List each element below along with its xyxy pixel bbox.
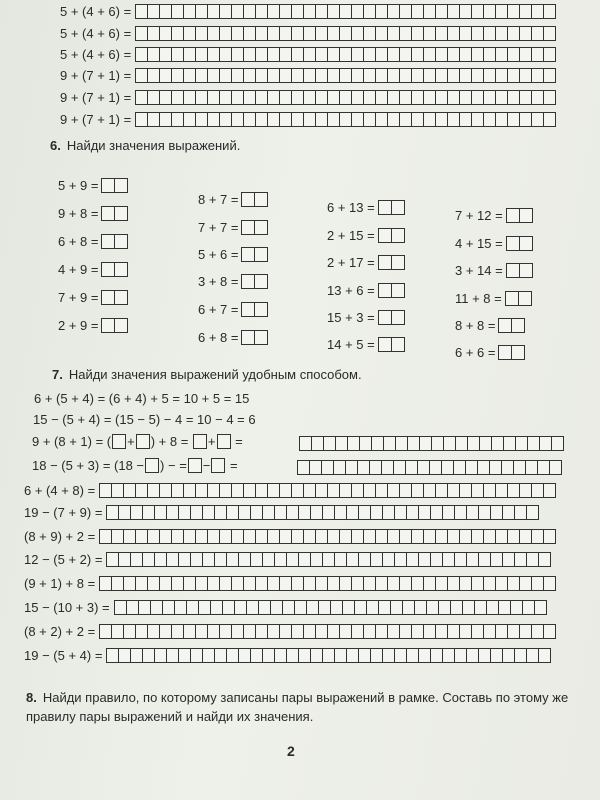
expression: 19 − (5 + 4) =	[24, 648, 103, 663]
grid-cell[interactable]	[543, 624, 556, 639]
task-7-example-2: 15 − (5 + 4) = (15 − 5) − 4 = 10 − 4 = 6	[33, 412, 256, 427]
answer-box[interactable]	[114, 178, 128, 193]
exercise	[327, 200, 405, 215]
answer-box[interactable]	[211, 458, 225, 473]
answer-box[interactable]	[101, 234, 115, 249]
answer-box[interactable]	[114, 206, 128, 221]
answer-box[interactable]	[217, 434, 231, 449]
answer-box[interactable]	[498, 345, 512, 360]
task-7-number: 7.	[52, 367, 63, 382]
expression: 15 − (10 + 3) =	[24, 600, 110, 615]
expression-row	[60, 4, 555, 19]
exercise	[198, 220, 268, 235]
grid-cell[interactable]	[551, 436, 564, 451]
exercise-text: 3 + 8 =	[198, 274, 239, 289]
answer-box[interactable]	[498, 318, 512, 333]
exercise	[198, 330, 268, 345]
answer-box[interactable]	[391, 283, 405, 298]
exercise-text: 4 + 9 =	[58, 262, 99, 277]
exercise-text: 15 + 3 =	[327, 310, 375, 325]
exercise-text: 13 + 6 =	[327, 283, 375, 298]
exercise-text: 8 + 7 =	[198, 192, 239, 207]
answer-box[interactable]	[112, 434, 126, 449]
answer-box[interactable]	[101, 178, 115, 193]
exercise-text: 5 + 6 =	[198, 247, 239, 262]
answer-boxes[interactable]	[241, 192, 268, 207]
answer-box[interactable]	[241, 192, 255, 207]
expression: (8 + 2) + 2 =	[24, 624, 96, 639]
answer-box[interactable]	[511, 318, 525, 333]
answer-boxes[interactable]	[378, 228, 405, 243]
answer-box[interactable]	[101, 318, 115, 333]
answer-box[interactable]	[378, 310, 392, 325]
answer-box[interactable]	[391, 310, 405, 325]
answer-boxes[interactable]	[378, 310, 405, 325]
answer-grid[interactable]	[297, 460, 561, 475]
exercise	[455, 236, 533, 251]
answer-boxes[interactable]	[101, 262, 128, 277]
page-number: 2	[287, 743, 295, 759]
answer-box[interactable]	[145, 458, 159, 473]
exercise-text: 14 + 5 =	[327, 337, 375, 352]
exercise	[198, 274, 268, 289]
answer-box[interactable]	[506, 208, 520, 223]
expression-row	[24, 529, 555, 544]
exercise	[198, 192, 268, 207]
answer-box[interactable]	[391, 228, 405, 243]
task-7-line-3: 9 + (8 + 1) = ( + ) + 8 = + =	[32, 434, 243, 449]
answer-box[interactable]	[241, 247, 255, 262]
expression-row	[24, 552, 550, 567]
exercise-text: 7 + 9 =	[58, 290, 99, 305]
answer-box[interactable]	[378, 337, 392, 352]
answer-grid[interactable]	[135, 68, 555, 83]
task-7-title	[52, 367, 362, 382]
expression: 12 − (5 + 2) =	[24, 552, 103, 567]
exercise-text: 5 + 9 =	[58, 178, 99, 193]
grid-cell[interactable]	[543, 529, 556, 544]
answer-box[interactable]	[378, 200, 392, 215]
answer-box[interactable]	[241, 274, 255, 289]
task-6-number: 6.	[50, 138, 61, 153]
exercise	[327, 255, 405, 270]
answer-box[interactable]	[114, 318, 128, 333]
expression-row	[24, 600, 546, 615]
answer-boxes[interactable]	[378, 283, 405, 298]
answer-boxes[interactable]	[498, 345, 525, 360]
answer-boxes[interactable]	[241, 247, 268, 262]
answer-box[interactable]	[101, 262, 115, 277]
answer-grid[interactable]	[135, 90, 555, 105]
answer-grid[interactable]	[135, 112, 555, 127]
grid-cell[interactable]	[543, 68, 556, 83]
task-6-text: Найди значения выражений.	[66, 138, 241, 153]
answer-grid[interactable]	[106, 505, 538, 520]
expression-row	[24, 648, 550, 663]
task-8-number: 8.	[26, 690, 37, 705]
exercise-text: 2 + 15 =	[327, 228, 375, 243]
expression-row	[60, 112, 555, 127]
answer-box[interactable]	[254, 247, 268, 262]
expression-row	[60, 47, 555, 62]
answer-box[interactable]	[114, 262, 128, 277]
expression: 5 + (4 + 6) =	[60, 26, 132, 41]
answer-box[interactable]	[101, 290, 115, 305]
answer-box[interactable]	[506, 236, 520, 251]
answer-boxes[interactable]	[101, 234, 128, 249]
expression: 5 + (4 + 6) =	[60, 47, 132, 62]
answer-box[interactable]	[101, 206, 115, 221]
exercise	[58, 290, 128, 305]
answer-boxes[interactable]	[241, 274, 268, 289]
expression: 9 + (7 + 1) =	[60, 68, 132, 83]
exercise-text: 6 + 13 =	[327, 200, 375, 215]
answer-box[interactable]	[254, 302, 268, 317]
exercise	[198, 247, 268, 262]
answer-box[interactable]	[391, 255, 405, 270]
answer-boxes[interactable]	[101, 290, 128, 305]
grid-cell[interactable]	[543, 576, 556, 591]
exercise	[455, 208, 533, 223]
answer-boxes[interactable]	[241, 302, 268, 317]
task-8-text: Найди правило, по которому записаны пары выражений в рамке. Составь по этому же правилу пары выражений и найди их значения.	[26, 690, 569, 724]
task-7-text: Найди значения выражений удобным способом.	[68, 367, 362, 382]
answer-grid[interactable]	[106, 648, 550, 663]
exercise	[58, 262, 128, 277]
exercise	[58, 234, 128, 249]
expression-row	[60, 90, 555, 105]
answer-box[interactable]	[114, 234, 128, 249]
exercise	[455, 318, 525, 333]
answer-boxes[interactable]	[506, 208, 533, 223]
answer-boxes[interactable]	[101, 178, 128, 193]
exercise	[327, 283, 405, 298]
grid-cell[interactable]	[543, 483, 556, 498]
answer-box[interactable]	[241, 302, 255, 317]
grid-cell[interactable]	[543, 4, 556, 19]
exercise	[198, 302, 268, 317]
answer-boxes[interactable]	[378, 200, 405, 215]
task-7-example-1: 6 + (5 + 4) = (6 + 4) + 5 = 10 + 5 = 15	[34, 391, 250, 406]
answer-boxes[interactable]	[241, 330, 268, 345]
expression: 9 + (7 + 1) =	[60, 112, 132, 127]
grid-cell[interactable]	[549, 460, 562, 475]
answer-box[interactable]	[254, 192, 268, 207]
answer-box[interactable]	[241, 330, 255, 345]
answer-box[interactable]	[254, 330, 268, 345]
answer-boxes[interactable]	[505, 291, 532, 306]
exercise	[58, 206, 128, 221]
grid-cell[interactable]	[543, 90, 556, 105]
answer-boxes[interactable]	[101, 206, 128, 221]
answer-boxes[interactable]	[101, 318, 128, 333]
answer-grid[interactable]	[135, 26, 555, 41]
exercise-text: 7 + 12 =	[455, 208, 503, 223]
task-6-title	[50, 138, 240, 153]
answer-grid[interactable]	[99, 624, 555, 639]
expression-row	[24, 505, 538, 520]
task-8	[26, 688, 576, 726]
answer-grid[interactable]	[135, 47, 555, 62]
answer-boxes[interactable]	[506, 236, 533, 251]
exercise	[455, 345, 525, 360]
answer-box[interactable]	[254, 274, 268, 289]
answer-box[interactable]	[193, 434, 207, 449]
exercise	[327, 310, 405, 325]
task-7-line-4: 18 − (5 + 3) = (18 − ) − = − =	[32, 458, 238, 473]
answer-box[interactable]	[519, 208, 533, 223]
expression: (8 + 9) + 2 =	[24, 529, 96, 544]
expression-row	[24, 624, 555, 639]
answer-grid[interactable]	[99, 576, 555, 591]
grid-cell[interactable]	[543, 47, 556, 62]
answer-grid[interactable]	[99, 529, 555, 544]
exercise-text: 6 + 6 =	[455, 345, 496, 360]
expression: 9 + (7 + 1) =	[60, 90, 132, 105]
exercise	[455, 291, 532, 306]
exercise-text: 3 + 14 =	[455, 263, 503, 278]
exercise	[455, 263, 533, 278]
answer-box[interactable]	[378, 228, 392, 243]
exercise-text: 6 + 8 =	[198, 330, 239, 345]
answer-box[interactable]	[378, 283, 392, 298]
exercise-text: 8 + 8 =	[455, 318, 496, 333]
grid-cell[interactable]	[538, 648, 551, 663]
exercise	[327, 228, 405, 243]
expression-row	[60, 68, 555, 83]
answer-boxes[interactable]	[378, 337, 405, 352]
answer-box[interactable]	[519, 236, 533, 251]
grid-cell[interactable]	[543, 112, 556, 127]
exercise-text: 2 + 17 =	[327, 255, 375, 270]
answer-box[interactable]	[136, 434, 150, 449]
grid-cell[interactable]	[534, 600, 547, 615]
answer-boxes[interactable]	[378, 255, 405, 270]
answer-boxes[interactable]	[506, 263, 533, 278]
grid-cell[interactable]	[538, 552, 551, 567]
expression: 19 − (7 + 9) =	[24, 505, 103, 520]
expression: 6 + (4 + 8) =	[24, 483, 96, 498]
exercise	[327, 337, 405, 352]
expression-row	[24, 576, 555, 591]
answer-box[interactable]	[241, 220, 255, 235]
exercise	[58, 318, 128, 333]
answer-grid[interactable]	[299, 436, 563, 451]
answer-box[interactable]	[518, 291, 532, 306]
exercise	[58, 178, 128, 193]
answer-box[interactable]	[519, 263, 533, 278]
answer-box[interactable]	[114, 290, 128, 305]
answer-grid[interactable]	[114, 600, 546, 615]
exercise-text: 11 + 8 =	[455, 291, 502, 306]
answer-box[interactable]	[378, 255, 392, 270]
answer-box[interactable]	[188, 458, 202, 473]
answer-box[interactable]	[506, 263, 520, 278]
exercise-text: 6 + 8 =	[58, 234, 99, 249]
expression: (9 + 1) + 8 =	[24, 576, 96, 591]
answer-boxes[interactable]	[498, 318, 525, 333]
exercise-text: 6 + 7 =	[198, 302, 239, 317]
answer-grid[interactable]	[106, 552, 550, 567]
answer-grid[interactable]	[135, 4, 555, 19]
grid-cell[interactable]	[543, 26, 556, 41]
exercise-text: 2 + 9 =	[58, 318, 99, 333]
answer-box[interactable]	[391, 337, 405, 352]
exercise-text: 7 + 7 =	[198, 220, 239, 235]
expression-row	[60, 26, 555, 41]
answer-box[interactable]	[391, 200, 405, 215]
answer-box[interactable]	[254, 220, 268, 235]
exercise-text: 9 + 8 =	[58, 206, 99, 221]
expression: 5 + (4 + 6) =	[60, 4, 132, 19]
grid-cell[interactable]	[526, 505, 539, 520]
answer-boxes[interactable]	[241, 220, 268, 235]
exercise-text: 4 + 15 =	[455, 236, 503, 251]
answer-box[interactable]	[511, 345, 525, 360]
expression-row	[24, 483, 555, 498]
answer-grid[interactable]	[99, 483, 555, 498]
answer-box[interactable]	[505, 291, 519, 306]
